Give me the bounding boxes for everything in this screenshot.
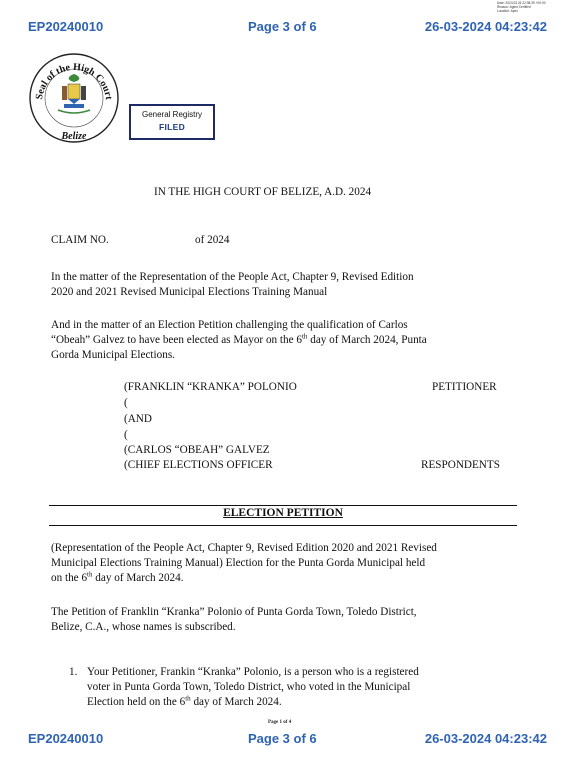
filed-datetime: 26-03-2024 04:23:42 <box>424 19 547 34</box>
petition-of-line2: Belize, C.A., whose names is subscribed. <box>51 621 236 633</box>
page-footer <box>0 731 581 751</box>
footer-page-number: Page 1 of 4 <box>268 720 292 725</box>
intro-line1: (Representation of the People Act, Chapter 9, Revised Edition 2020 and 2021 Revised <box>51 542 437 554</box>
respondent-role: RESPONDENTS <box>421 459 500 471</box>
claim-label: CLAIM NO. <box>51 234 109 246</box>
court-title: IN THE HIGH COURT OF BELIZE, A.D. 2024 <box>154 186 372 198</box>
parties-and: (AND <box>124 413 152 425</box>
matter1-line2: 2020 and 2021 Revised Municipal Elections Training Manual <box>51 286 328 298</box>
matter2-line3: Gorda Municipal Elections. <box>51 349 175 361</box>
filed-datetime: 26-03-2024 04:23:42 <box>424 731 547 746</box>
case-id: EP20240010 <box>28 731 104 746</box>
filed-stamp <box>129 104 215 140</box>
page-indicator: Page 3 of 6 <box>248 19 317 34</box>
claim-year: of 2024 <box>195 234 230 246</box>
matter2-line1: And in the matter of an Election Petition challenging the qualification of Carlos <box>51 319 408 331</box>
petition-title: ELECTION PETITION <box>223 507 343 519</box>
respondent-name: (CHIEF ELECTIONS OFFICER <box>124 459 273 471</box>
stamp-status: FILED <box>158 122 186 132</box>
matter1-line1: In the matter of the Representation of the People Act, Chapter 9, Revised Edition <box>51 271 414 283</box>
case-id: EP20240010 <box>28 19 104 34</box>
party-bracket: ( <box>124 429 128 441</box>
respondent-name: (CARLOS “OBEAH” GALVEZ <box>124 444 270 456</box>
item1-line2: voter in Punta Gorda Town, Toledo District, who voted in the Municipal <box>87 681 411 693</box>
item-number: 1. <box>69 666 78 678</box>
petition-intro <box>51 541 521 586</box>
intro-line3: on the 6th day of March 2024. <box>51 570 184 584</box>
party-bracket: ( <box>124 397 128 409</box>
seal-text-bottom: Belize <box>61 131 87 142</box>
court-seal-icon <box>28 52 120 144</box>
signature-location: Location: Apex <box>497 9 518 13</box>
petitioner-name: (FRANKLIN “KRANKA” POLONIO <box>124 381 297 393</box>
petition-title-bar <box>49 505 517 526</box>
stamp-registry: General Registry <box>141 110 203 119</box>
item1-line1: Your Petitioner, Frankin “Kranka” Polonio, is a person who is a registered <box>87 666 419 678</box>
petition-of-line1: The Petition of Franklin “Kranka” Polonio of Punta Gorda Town, Toledo District, <box>51 606 417 618</box>
matter2-line2: “Obeah” Galvez to have been elected as Mayor on the 6th day of March 2024, Punta <box>51 332 427 346</box>
signature-reason: Reason: Agent Certified <box>497 5 531 9</box>
petition-of <box>51 605 521 635</box>
seal-text-top: Seal of the High Court <box>34 61 114 101</box>
matter-election-petition <box>51 318 521 363</box>
page-header <box>0 19 581 39</box>
list-item <box>87 665 520 710</box>
intro-line2: Municipal Elections Training Manual) Election for the Punta Gorda Municipal held <box>51 557 426 569</box>
petitioner-role: PETITIONER <box>432 381 497 393</box>
item1-line3: Election held on the 6th day of March 2024. <box>87 694 282 708</box>
digital-signature-info <box>497 1 573 13</box>
page-indicator: Page 3 of 6 <box>248 731 317 746</box>
signature-date: Date: 2024.03.26 22:38:39 +00:00 <box>497 1 546 5</box>
matter-representation <box>51 270 521 300</box>
